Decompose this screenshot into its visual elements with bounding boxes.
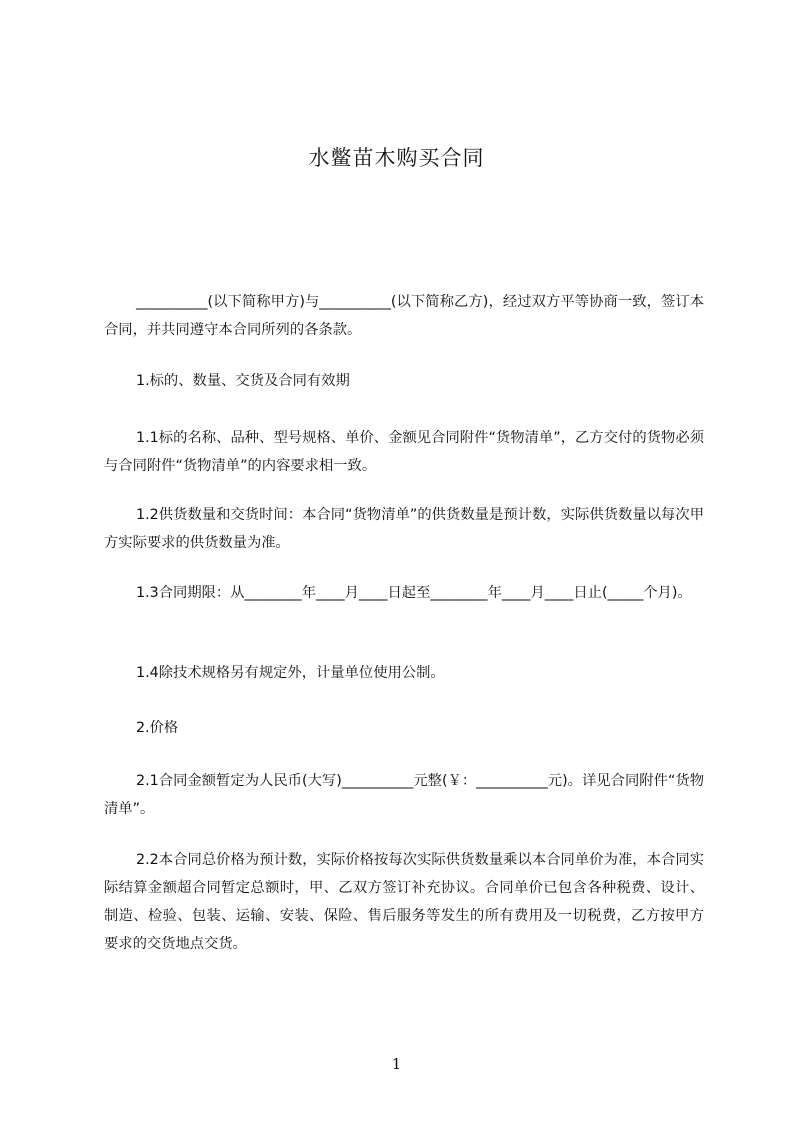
clause-1-4: 1.4除技术规格另有规定外，计量单位使用公制。 (136, 665, 445, 681)
section-heading-2: 2.价格 (136, 720, 179, 736)
clause-1-3: 1.3合同期限：从________年____月____日起至________年____月____日止(_____个月)。 (136, 585, 692, 601)
page-number: 1 (391, 1055, 402, 1073)
clause-1-2: 1.2供货数量和交货时间：本合同“货物清单”的供货数量是预计数，实际供货数量以每次甲方实际要求的供货数量为准。 (104, 507, 704, 551)
clause-1-1: 1.1标的名称、品种、型号规格、单价、金额见合同附件“货物清单”，乙方交付的货物必须与合同附件“货物清单”的内容要求相一致。 (104, 430, 704, 474)
section-heading-1: 1.标的、数量、交货及合同有效期 (136, 373, 350, 389)
clause-2-2: 2.2本合同总价格为预计数，实际价格按每次实际供货数量乘以本合同单价为准，本合同实际结算金额超合同暂定总额时，甲、乙双方签订补充协议。合同单价已包含各种税费、设计、制造、检验、包装、运输、安装、保险、售后服务等发生的所有费用及一切税费，乙方按甲方要求的交货地点交货。 (104, 852, 704, 952)
intro-paragraph: __________(以下简称甲方)与__________(以下简称乙方)，经过双方平等协商一致，签订本合同，并共同遵守本合同所列的各条款。 (104, 294, 704, 338)
document-title: 水鳖苗木购买合同 (308, 146, 485, 170)
clause-2-1: 2.1合同金额暂定为人民币(大写)__________元整(￥：__________元)。详见合同附件“货物清单”。 (104, 773, 704, 817)
